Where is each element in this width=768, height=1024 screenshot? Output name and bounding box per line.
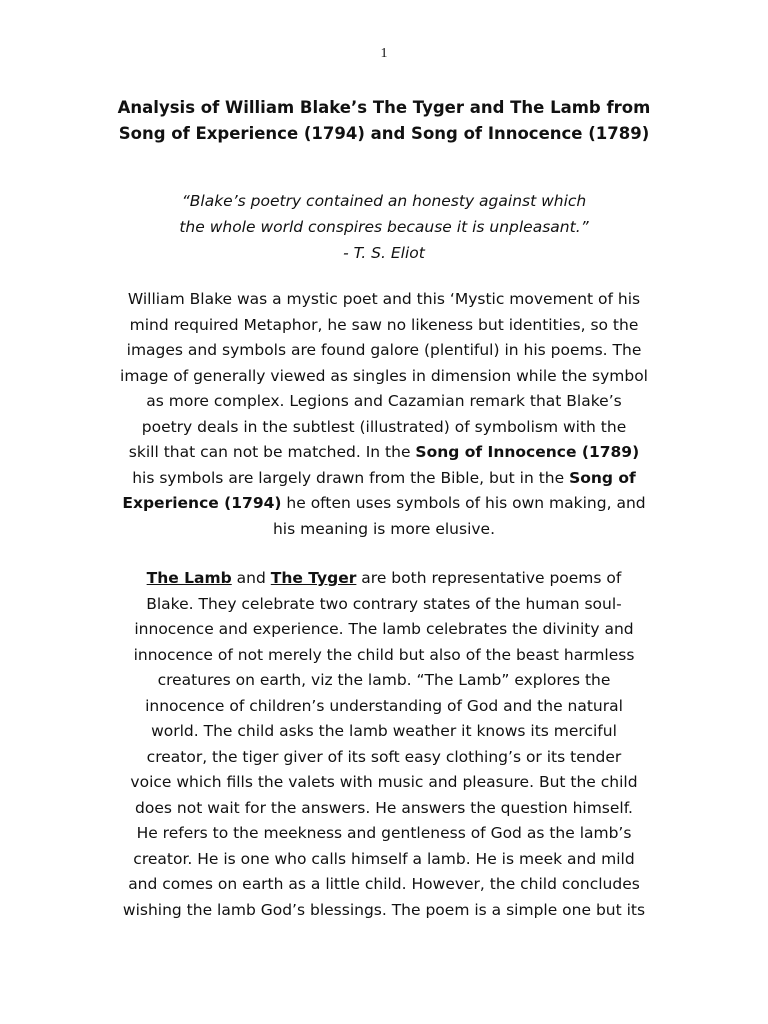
- p1-line: mind required Metaphor, he saw no likeness but identities, so the: [129, 315, 639, 334]
- p2-line: He refers to the meekness and gentleness of God as the lamb’s: [136, 824, 632, 842]
- p1-line: [100, 466, 668, 492]
- paragraph-1: [100, 287, 668, 542]
- p2-text: and: [231, 569, 271, 587]
- p1-line: image of generally viewed as singles in dimension while the symbol: [120, 366, 648, 385]
- p1-line: [100, 440, 668, 466]
- title-line-1: Analysis of William Blake’s The Tyger and The Lamb from: [117, 98, 651, 117]
- p2-line: Blake. They celebrate two contrary states of the human soul-: [146, 594, 622, 613]
- p2-line: does not wait for the answers. He answers the question himself.: [135, 798, 633, 817]
- p2-line: wishing the lamb God’s blessings. The poem is a simple one but its: [122, 900, 646, 919]
- p2-line: innocence of children’s understanding of God and the natural: [145, 696, 623, 715]
- p2-line: creator. He is one who calls himself a lamb. He is meek and mild: [133, 849, 635, 868]
- song-of-experience-bold-a: Song of: [569, 468, 636, 487]
- paragraph-2: [100, 566, 668, 923]
- epigraph: [90, 188, 678, 266]
- p2-line: voice which fills the valets with music and pleasure. But the child: [130, 773, 638, 791]
- p1-line: William Blake was a mystic poet and this ‘Mystic movement of his: [127, 290, 641, 308]
- p2-text: are both representative poems of: [356, 569, 622, 587]
- p1-line: as more complex. Legions and Cazamian remark that Blake’s: [146, 392, 622, 410]
- epigraph-attribution: - T. S. Eliot: [343, 244, 425, 262]
- p1-text: skill that can not be matched. In the: [128, 443, 416, 461]
- the-tyger-title: The Tyger: [270, 569, 357, 587]
- title-line-2: Song of Experience (1794) and Song of Innocence (1789): [118, 124, 650, 143]
- p1-line: images and symbols are found galore (plentiful) in his poems. The: [126, 341, 642, 359]
- song-of-experience-bold-b: Experience (1794): [122, 494, 282, 512]
- p2-line: creator, the tiger giver of its soft easy clothing’s or its tender: [146, 747, 622, 766]
- document-title: [100, 95, 668, 147]
- p2-line: [100, 566, 668, 592]
- p1-line: his meaning is more elusive.: [272, 519, 496, 538]
- p2-line: innocence of not merely the child but also of the beast harmless: [133, 645, 635, 664]
- p1-line: poetry deals in the subtlest (illustrated) of symbolism with the: [141, 417, 627, 436]
- p1-line: [100, 491, 668, 517]
- epigraph-line-2: the whole world conspires because it is unpleasant.”: [179, 218, 589, 236]
- song-of-innocence-bold: Song of Innocence (1789): [415, 443, 640, 461]
- p1-text: his symbols are largely drawn from the Bible, but in the: [132, 468, 570, 487]
- p1-text: he often uses symbols of his own making, and: [281, 494, 646, 512]
- p2-line: creatures on earth, viz the lamb. “The Lamb” explores the: [157, 671, 611, 689]
- p2-line: and comes on earth as a little child. However, the child concludes: [128, 875, 640, 893]
- page-number: 1: [380, 46, 388, 61]
- p2-line: innocence and experience. The lamb celebrates the divinity and: [134, 620, 634, 638]
- the-lamb-title: The Lamb: [146, 569, 232, 587]
- p2-line: world. The child asks the lamb weather it knows its merciful: [151, 722, 617, 740]
- epigraph-line-1: “Blake’s poetry contained an honesty against which: [181, 192, 587, 210]
